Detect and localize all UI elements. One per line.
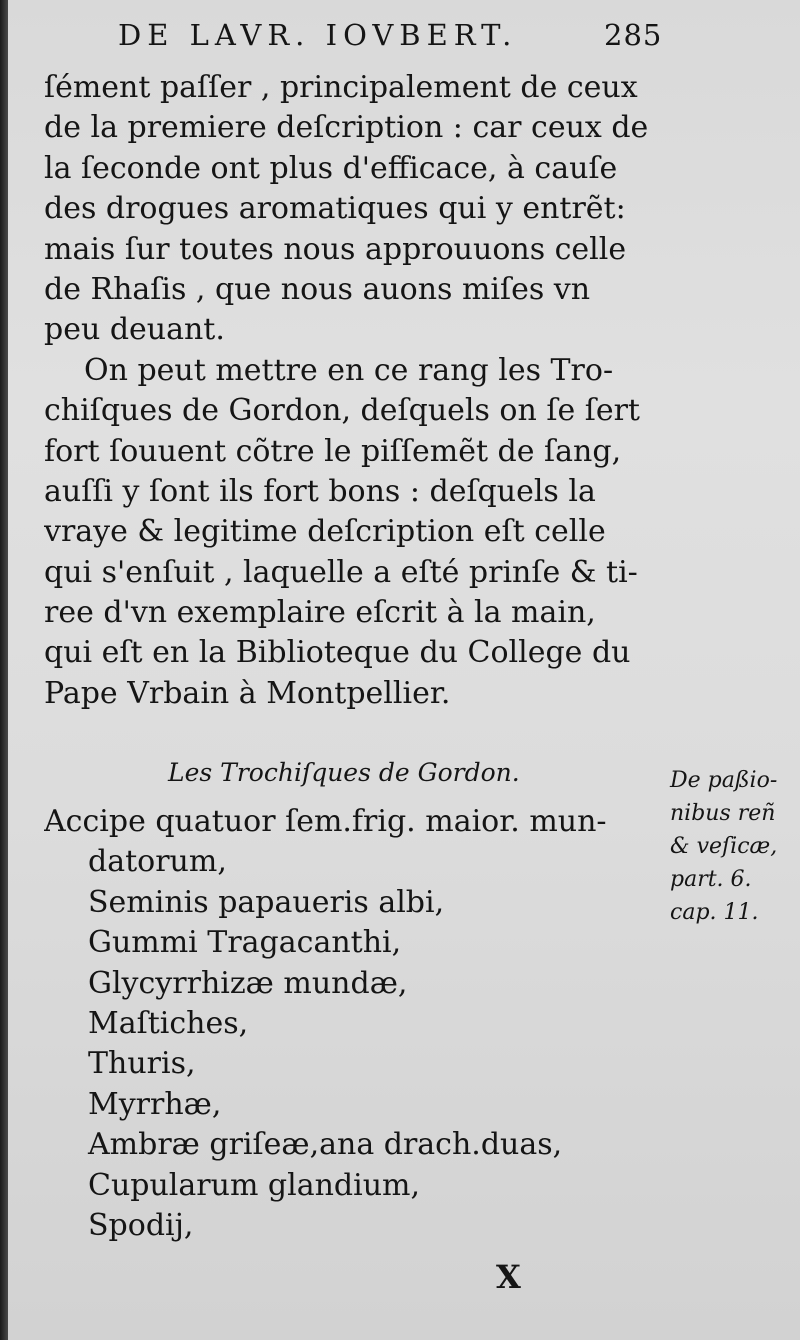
margin-note-line: part. 6. [670, 867, 752, 892]
margin-note-line: cap. 11. [670, 900, 759, 925]
text-line: ree d'vn exemplaire eſcrit à la main, [44, 595, 596, 631]
text-line: fort ſouuent cõtre le piſſemẽt de ſang, [44, 433, 622, 469]
main-text [44, 68, 664, 714]
recipe-line: Spodij, [88, 1207, 194, 1243]
text-line: de la premiere deſcription : car ceux de [44, 110, 649, 146]
recipe-line: Ambræ griſeæ,ana drach.duas, [88, 1127, 563, 1163]
recipe-line: datorum, [88, 844, 227, 880]
book-page [8, 0, 800, 1340]
margin-note-line: nibus reñ [670, 801, 776, 826]
text-line: qui eſt en la Biblioteque du College du [44, 635, 631, 671]
recipe-line: Accipe quatuor ſem.frig. maior. mun- [44, 804, 607, 839]
page-number: 285 [604, 18, 663, 52]
text-line: On peut mettre en ce rang les Tro- [84, 352, 614, 388]
recipe-line: Thuris, [88, 1046, 196, 1082]
text-line: qui s'enſuit , laquelle a eſté prinſe & ti- [44, 554, 638, 590]
recipe-line: Cupularum glandium, [88, 1167, 421, 1203]
text-line: Pape Vrbain à Montpellier. [44, 675, 451, 711]
margin-note-line: & veſicæ, [670, 834, 778, 859]
text-line: chiſques de Gordon, deſquels on ſe ſert [44, 393, 640, 429]
margin-note [670, 764, 800, 929]
text-line: ſément paſſer , principalement de ceux [44, 70, 638, 105]
margin-note-line: De paßio- [670, 768, 778, 793]
recipe-title: Les Trochiſques de Gordon. [168, 758, 520, 787]
page-edge-shadow [0, 0, 8, 1340]
recipe-list [44, 800, 656, 1244]
text-line: auſſi y ſont ils fort bons : deſquels la [44, 473, 596, 509]
recipe-line: Myrrhæ, [88, 1086, 222, 1122]
running-head: DE LAVR. IOVBERT. [118, 18, 518, 52]
text-line: des drogues aromatiques qui y entrẽt: [44, 191, 626, 227]
recipe-line: Glycyrrhizæ mundæ, [88, 965, 408, 1001]
text-line: mais ſur toutes nous approuuons celle [44, 231, 627, 267]
text-line: la ſeconde ont plus d'efficace, à cauſe [44, 150, 618, 186]
text-line: peu deuant. [44, 312, 225, 348]
signature-mark: X [496, 1258, 521, 1296]
text-line: vraye & legitime deſcription eſt celle [44, 514, 606, 550]
recipe-line: Maſtiches, [88, 1005, 249, 1041]
recipe-line: Seminis papaueris albi, [88, 884, 445, 920]
recipe-line: Gummi Tragacanthi, [88, 925, 402, 961]
text-line: de Rhaſis , que nous auons miſes vn [44, 271, 591, 307]
page-header [8, 18, 800, 58]
